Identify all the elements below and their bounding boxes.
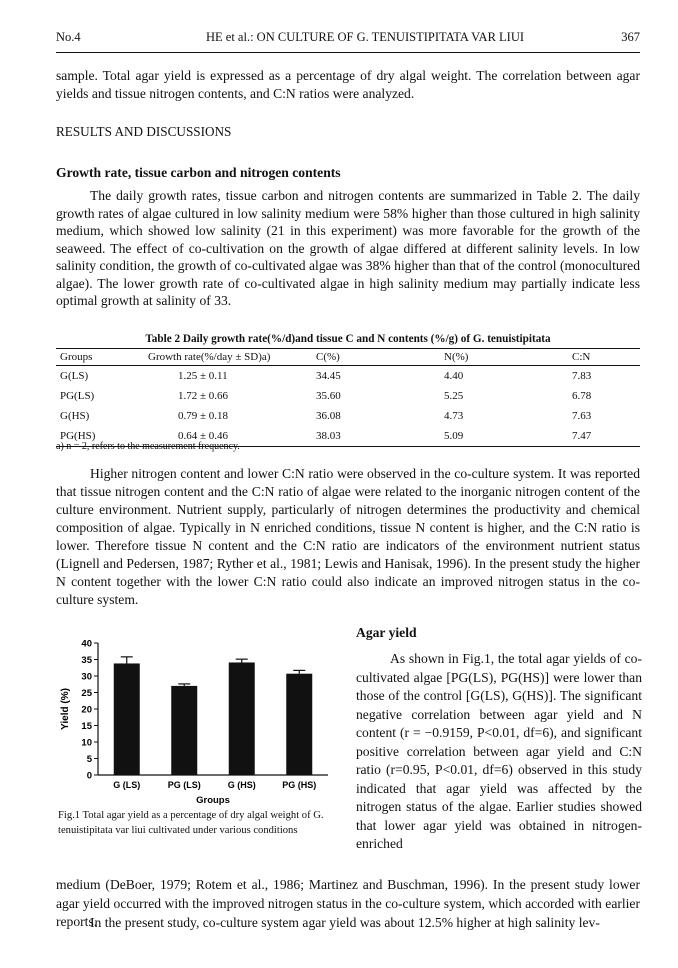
- table-cell: 4.40: [444, 370, 464, 382]
- table-cell: 5.25: [444, 390, 464, 402]
- y-axis-label: Yield (%): [60, 688, 71, 730]
- bar: [286, 674, 312, 775]
- table-cell: 36.08: [316, 410, 341, 422]
- final-paragraph: In the present study, co-culture system agar yield was about 12.5% higher at high salinity lev-: [90, 915, 600, 930]
- y-tick-label: 0: [86, 770, 92, 782]
- table-cell: G(LS): [60, 370, 89, 382]
- agar-paragraph-continued: medium (DeBoer, 1979; Rotem et al., 1986; Martinez and Buschman, 1996). In the present study lower agar yield occurred with the improved nitrogen status in the co-culture system, which accorded with earlier reports.: [56, 877, 640, 929]
- table-row: [56, 406, 640, 426]
- table-cell: 35.60: [316, 390, 341, 402]
- table-caption: Table 2 Daily growth rate(%/d)and tissue C and N contents (%/g) of G. tenuistipitata: [145, 333, 551, 345]
- y-tick-label: 5: [86, 754, 92, 765]
- y-tick-label: 15: [81, 721, 92, 732]
- growth-paragraph: The daily growth rates, tissue carbon and nitrogen contents are summarized in Table 2. The daily growth rates of algae cultured in low salinity medium were 58% higher than those cultured in high salinity medium, which showed low salinity (21 in this experiment) was more favorable for the growth of the seaweed. The effect of co-cultivation on the growth of algae differed at different salinity levels. In low salinity condition, the growth of co-cultivated algae was 38% higher than that of the control (monocultured algae). The lower growth rate of co-cultivated algae in high salinity medium may partially indicate less optimal growth at salinity of 33.: [56, 188, 640, 308]
- section-title: RESULTS AND DISCUSSIONS: [56, 124, 232, 139]
- y-tick-label: 40: [81, 638, 92, 650]
- table-cell: 7.83: [572, 370, 592, 382]
- x-tick-label: G (HS): [227, 780, 256, 790]
- x-tick-label: PG (HS): [282, 780, 317, 790]
- x-axis-label: Groups: [196, 795, 230, 806]
- figure-caption: Fig.1 Total agar yield as a percentage of dry algal weight of G. tenuistipitata var liui cultivated under various conditions: [58, 810, 324, 836]
- running-header: [56, 30, 640, 48]
- table-header-row: [56, 349, 640, 366]
- table-cell: 7.63: [572, 410, 592, 422]
- table-cell: 34.45: [316, 370, 341, 382]
- agar-heading: Agar yield: [356, 625, 417, 640]
- table-cell: PG(HS): [56, 426, 144, 447]
- running-title: HE et al.: ON CULTURE OF G. TENUISTIPITATA VAR LIUI: [206, 30, 525, 44]
- table-2: [56, 348, 640, 447]
- page-number: 367: [621, 30, 640, 44]
- bar: [229, 662, 255, 775]
- nitrogen-paragraph: Higher nitrogen content and lower C:N ratio were observed in the co-culture system. It was reported that tissue nitrogen content and the C:N ratio of algae were related to the inorganic nitrogen content of the culture environment. Nutrient supply, particularly of nitrogen determines the productivity and chemical composition of algae. Typically in N enriched conditions, tissue N content is higher, and the C:N ratio is lower. Therefore tissue N content and the C:N ratio are indicators of the environment nutrient status (Lignell and Pedersen, 1987; Ryther et al., 1981; Lewis and Hanisak, 1996). In the present study the higher N content together with the lower C:N ratio could also indicate an improved nitrogen status in the co-culture system.: [56, 466, 640, 607]
- y-tick-label: 30: [81, 671, 92, 683]
- issue-number: No.4: [56, 30, 81, 44]
- table-cell: 0.79 ± 0.18: [178, 410, 229, 422]
- table-cell: 6.78: [572, 390, 592, 402]
- table-cell: 0.64 ± 0.46: [144, 426, 312, 447]
- col-header: C:N: [568, 349, 640, 366]
- header-rule: [56, 52, 640, 53]
- table-cell: 5.09: [440, 426, 568, 447]
- table-cell: 38.03: [312, 426, 440, 447]
- table-row: [56, 386, 640, 406]
- intro-paragraph: sample. Total agar yield is expressed as a percentage of dry algal weight. The correlation between agar yields and tissue nitrogen contents, and C:N ratios were analyzed.: [56, 68, 640, 101]
- bar: [114, 663, 140, 775]
- col-header: N(%): [440, 349, 568, 366]
- table-cell: 7.47: [568, 426, 640, 447]
- table-cell: 4.73: [444, 410, 464, 422]
- y-tick-label: 25: [81, 688, 92, 699]
- y-tick-label: 10: [81, 737, 92, 749]
- table-cell: G(HS): [60, 410, 90, 422]
- col-header: C(%): [312, 349, 440, 366]
- x-tick-label: PG (LS): [167, 780, 201, 790]
- growth-heading: Growth rate, tissue carbon and nitrogen contents: [56, 165, 341, 180]
- table-cell: 1.72 ± 0.66: [178, 390, 229, 402]
- col-header: Growth rate(%/day ± SD)a): [144, 349, 312, 366]
- table-cell: 1.25 ± 0.11: [178, 370, 228, 382]
- y-tick-label: 35: [81, 655, 92, 666]
- agar-paragraph: As shown in Fig.1, the total agar yields of co-cultivated algae [PG(LS), PG(HS)] were lower than those of the control [G(LS), G(HS)]. The significant negative correlation between agar yield and N content (r = −0.9159, P<0.01, df=6), and significant positive correlation between agar yield and C:N ratio (r=0.95, P<0.01, df=6) observed in this study indicated that agar yield was affected by the nitrogen status of the algae. Earlier studies showed that lower agar yield was obtained in nitrogen-enriched: [356, 651, 642, 851]
- table-footnote: a) n = 2, refers to the measurement frequency.: [56, 441, 240, 452]
- table-row: [56, 366, 640, 387]
- col-header: Groups: [56, 349, 144, 366]
- y-tick-label: 20: [81, 704, 92, 716]
- x-tick-label: G (LS): [113, 780, 141, 790]
- table-cell: PG(LS): [60, 390, 95, 402]
- bar: [171, 686, 197, 775]
- agar-yield-chart: [56, 635, 346, 807]
